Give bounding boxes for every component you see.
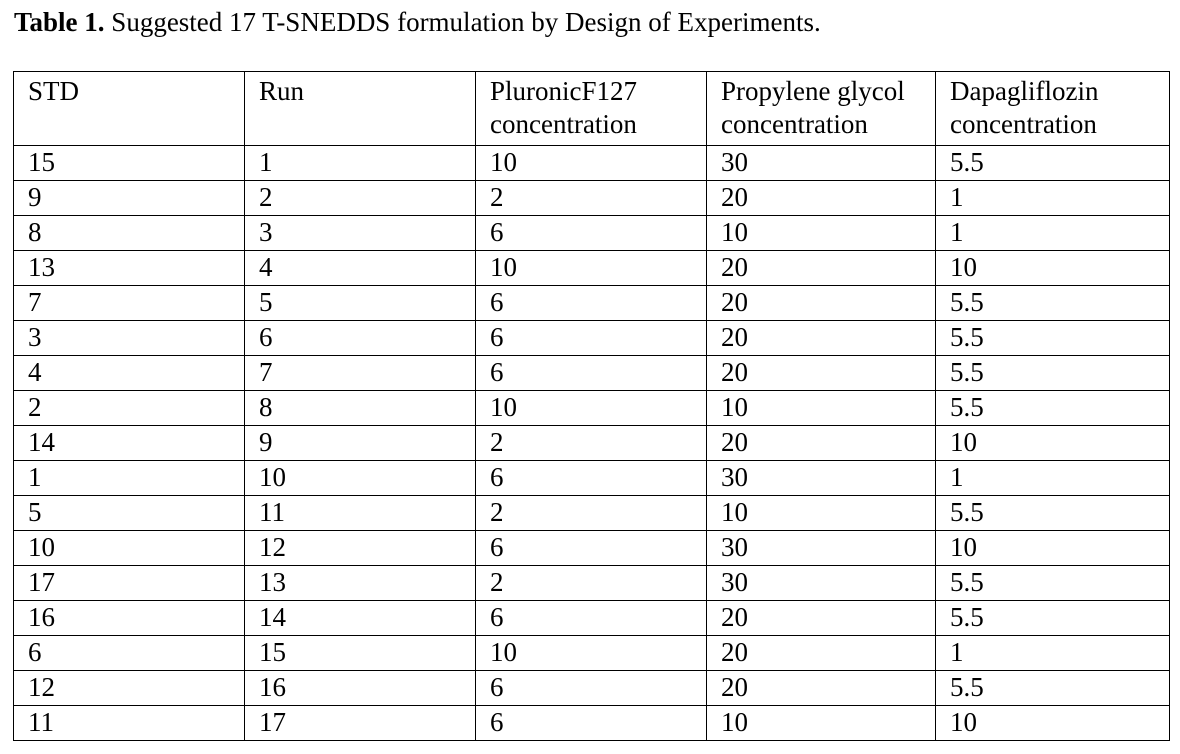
table-row [14, 146, 1170, 181]
table-row [14, 286, 1170, 321]
header-pluronic [476, 72, 707, 146]
cell-dapagliflozin: 1 [936, 181, 1170, 216]
cell-pluronic: 10 [476, 391, 707, 426]
cell-run: 6 [245, 321, 476, 356]
cell-std: 9 [14, 181, 245, 216]
table-row [14, 531, 1170, 566]
cell-pluronic: 10 [476, 146, 707, 181]
cell-run: 4 [245, 251, 476, 286]
cell-run: 11 [245, 496, 476, 531]
cell-pluronic: 6 [476, 321, 707, 356]
cell-std: 12 [14, 671, 245, 706]
cell-dapagliflozin: 5.5 [936, 671, 1170, 706]
cell-std: 6 [14, 636, 245, 671]
header-pluronic-word1: Pluronic [490, 76, 582, 106]
cell-run: 15 [245, 636, 476, 671]
cell-std: 5 [14, 496, 245, 531]
cell-std: 11 [14, 706, 245, 741]
cell-propylene-glycol: 30 [707, 461, 936, 496]
cell-propylene-glycol: 20 [707, 601, 936, 636]
cell-run: 7 [245, 356, 476, 391]
cell-run: 5 [245, 286, 476, 321]
cell-pluronic: 6 [476, 531, 707, 566]
cell-dapagliflozin: 5.5 [936, 566, 1170, 601]
cell-pluronic: 6 [476, 461, 707, 496]
cell-propylene-glycol: 30 [707, 146, 936, 181]
cell-run: 8 [245, 391, 476, 426]
cell-pluronic: 6 [476, 216, 707, 251]
cell-dapagliflozin: 10 [936, 426, 1170, 461]
cell-pluronic: 10 [476, 251, 707, 286]
cell-dapagliflozin: 5.5 [936, 391, 1170, 426]
table-row [14, 601, 1170, 636]
header-dap-line2: concentration [950, 109, 1097, 139]
cell-propylene-glycol: 20 [707, 321, 936, 356]
cell-std: 3 [14, 321, 245, 356]
table-row [14, 251, 1170, 286]
cell-propylene-glycol: 10 [707, 216, 936, 251]
cell-dapagliflozin: 5.5 [936, 286, 1170, 321]
cell-std: 16 [14, 601, 245, 636]
caption-label: Table 1. [14, 7, 105, 37]
cell-std: 13 [14, 251, 245, 286]
table-caption [14, 4, 821, 40]
cell-propylene-glycol: 30 [707, 566, 936, 601]
formulation-table [13, 71, 1170, 741]
cell-propylene-glycol: 20 [707, 286, 936, 321]
cell-pluronic: 6 [476, 706, 707, 741]
header-pg-line2: concentration [721, 109, 868, 139]
cell-pluronic: 2 [476, 566, 707, 601]
cell-std: 7 [14, 286, 245, 321]
cell-pluronic: 6 [476, 671, 707, 706]
header-run: Run [245, 72, 476, 146]
cell-pluronic: 2 [476, 426, 707, 461]
cell-dapagliflozin: 5.5 [936, 496, 1170, 531]
table-row [14, 181, 1170, 216]
cell-run: 3 [245, 216, 476, 251]
cell-run: 16 [245, 671, 476, 706]
cell-propylene-glycol: 20 [707, 636, 936, 671]
cell-pluronic: 6 [476, 356, 707, 391]
cell-run: 1 [245, 146, 476, 181]
cell-std: 15 [14, 146, 245, 181]
cell-run: 9 [245, 426, 476, 461]
cell-propylene-glycol: 20 [707, 181, 936, 216]
cell-dapagliflozin: 5.5 [936, 321, 1170, 356]
header-dapagliflozin [936, 72, 1170, 146]
cell-run: 17 [245, 706, 476, 741]
cell-dapagliflozin: 1 [936, 216, 1170, 251]
table-row [14, 216, 1170, 251]
table-row [14, 461, 1170, 496]
cell-std: 10 [14, 531, 245, 566]
cell-pluronic: 2 [476, 181, 707, 216]
table-row [14, 636, 1170, 671]
table-row [14, 391, 1170, 426]
cell-pluronic: 6 [476, 601, 707, 636]
table-row [14, 321, 1170, 356]
cell-propylene-glycol: 20 [707, 251, 936, 286]
cell-dapagliflozin: 5.5 [936, 146, 1170, 181]
cell-propylene-glycol: 10 [707, 706, 936, 741]
table-row [14, 496, 1170, 531]
cell-std: 8 [14, 216, 245, 251]
cell-run: 12 [245, 531, 476, 566]
cell-dapagliflozin: 10 [936, 531, 1170, 566]
table-row [14, 356, 1170, 391]
header-pluronic-word2: F127 [581, 76, 638, 106]
cell-run: 2 [245, 181, 476, 216]
header-pg-line1: Propylene glycol [721, 76, 905, 106]
table-row [14, 671, 1170, 706]
table-row [14, 566, 1170, 601]
cell-propylene-glycol: 20 [707, 356, 936, 391]
cell-propylene-glycol: 10 [707, 391, 936, 426]
cell-pluronic: 2 [476, 496, 707, 531]
cell-std: 1 [14, 461, 245, 496]
table-row [14, 706, 1170, 741]
cell-run: 10 [245, 461, 476, 496]
cell-dapagliflozin: 10 [936, 251, 1170, 286]
header-propylene-glycol [707, 72, 936, 146]
header-pluronic-word3: concentration [490, 109, 637, 139]
cell-propylene-glycol: 10 [707, 496, 936, 531]
cell-pluronic: 6 [476, 286, 707, 321]
cell-std: 17 [14, 566, 245, 601]
cell-run: 14 [245, 601, 476, 636]
cell-std: 4 [14, 356, 245, 391]
cell-propylene-glycol: 30 [707, 531, 936, 566]
cell-dapagliflozin: 5.5 [936, 356, 1170, 391]
cell-dapagliflozin: 1 [936, 461, 1170, 496]
table-row [14, 426, 1170, 461]
header-dap-line1: Dapagliflozin [950, 76, 1099, 106]
cell-propylene-glycol: 20 [707, 671, 936, 706]
cell-dapagliflozin: 10 [936, 706, 1170, 741]
cell-propylene-glycol: 20 [707, 426, 936, 461]
cell-dapagliflozin: 1 [936, 636, 1170, 671]
header-std: STD [14, 72, 245, 146]
cell-run: 13 [245, 566, 476, 601]
header-row [14, 72, 1170, 146]
cell-dapagliflozin: 5.5 [936, 601, 1170, 636]
cell-std: 14 [14, 426, 245, 461]
cell-std: 2 [14, 391, 245, 426]
cell-pluronic: 10 [476, 636, 707, 671]
table-body [14, 146, 1170, 741]
caption-text: Suggested 17 T-SNEDDS formulation by Design of Experiments. [104, 7, 821, 37]
